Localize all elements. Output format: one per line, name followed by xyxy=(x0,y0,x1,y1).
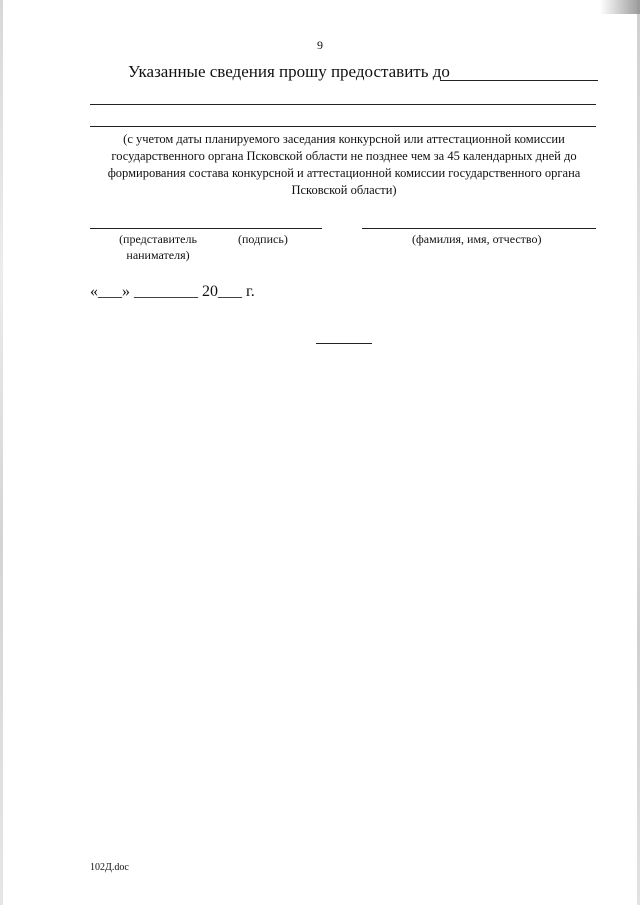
representative-caption: (представитель нанимателя) xyxy=(119,232,197,262)
date-line: «___» ________ 20___ г. xyxy=(90,283,255,300)
request-date-fill-line xyxy=(440,80,598,81)
page-number: 9 xyxy=(317,38,323,52)
scan-corner-shadow xyxy=(600,0,640,14)
signature-line-right xyxy=(362,228,596,229)
fill-line-3 xyxy=(90,126,596,127)
signature-caption: (подпись) xyxy=(238,232,288,246)
deadline-note: (с учетом даты планируемого заседания конкурсной или аттестационной комиссии государственного органа Псковской области не позднее чем за 45 календарных дней до формирования состава конкурсной и аттестационной комиссии государственного органа Псковской области) xyxy=(107,132,581,197)
end-of-document-rule xyxy=(316,343,372,344)
request-text: Указанные сведения прошу предоставить до xyxy=(128,62,450,81)
fill-line-2 xyxy=(90,104,596,105)
footer-file-name: 102Д.doc xyxy=(90,862,129,873)
full-name-caption: (фамилия, имя, отчество) xyxy=(412,232,542,246)
signature-line-left xyxy=(90,228,322,229)
scan-edge-left xyxy=(0,0,3,905)
